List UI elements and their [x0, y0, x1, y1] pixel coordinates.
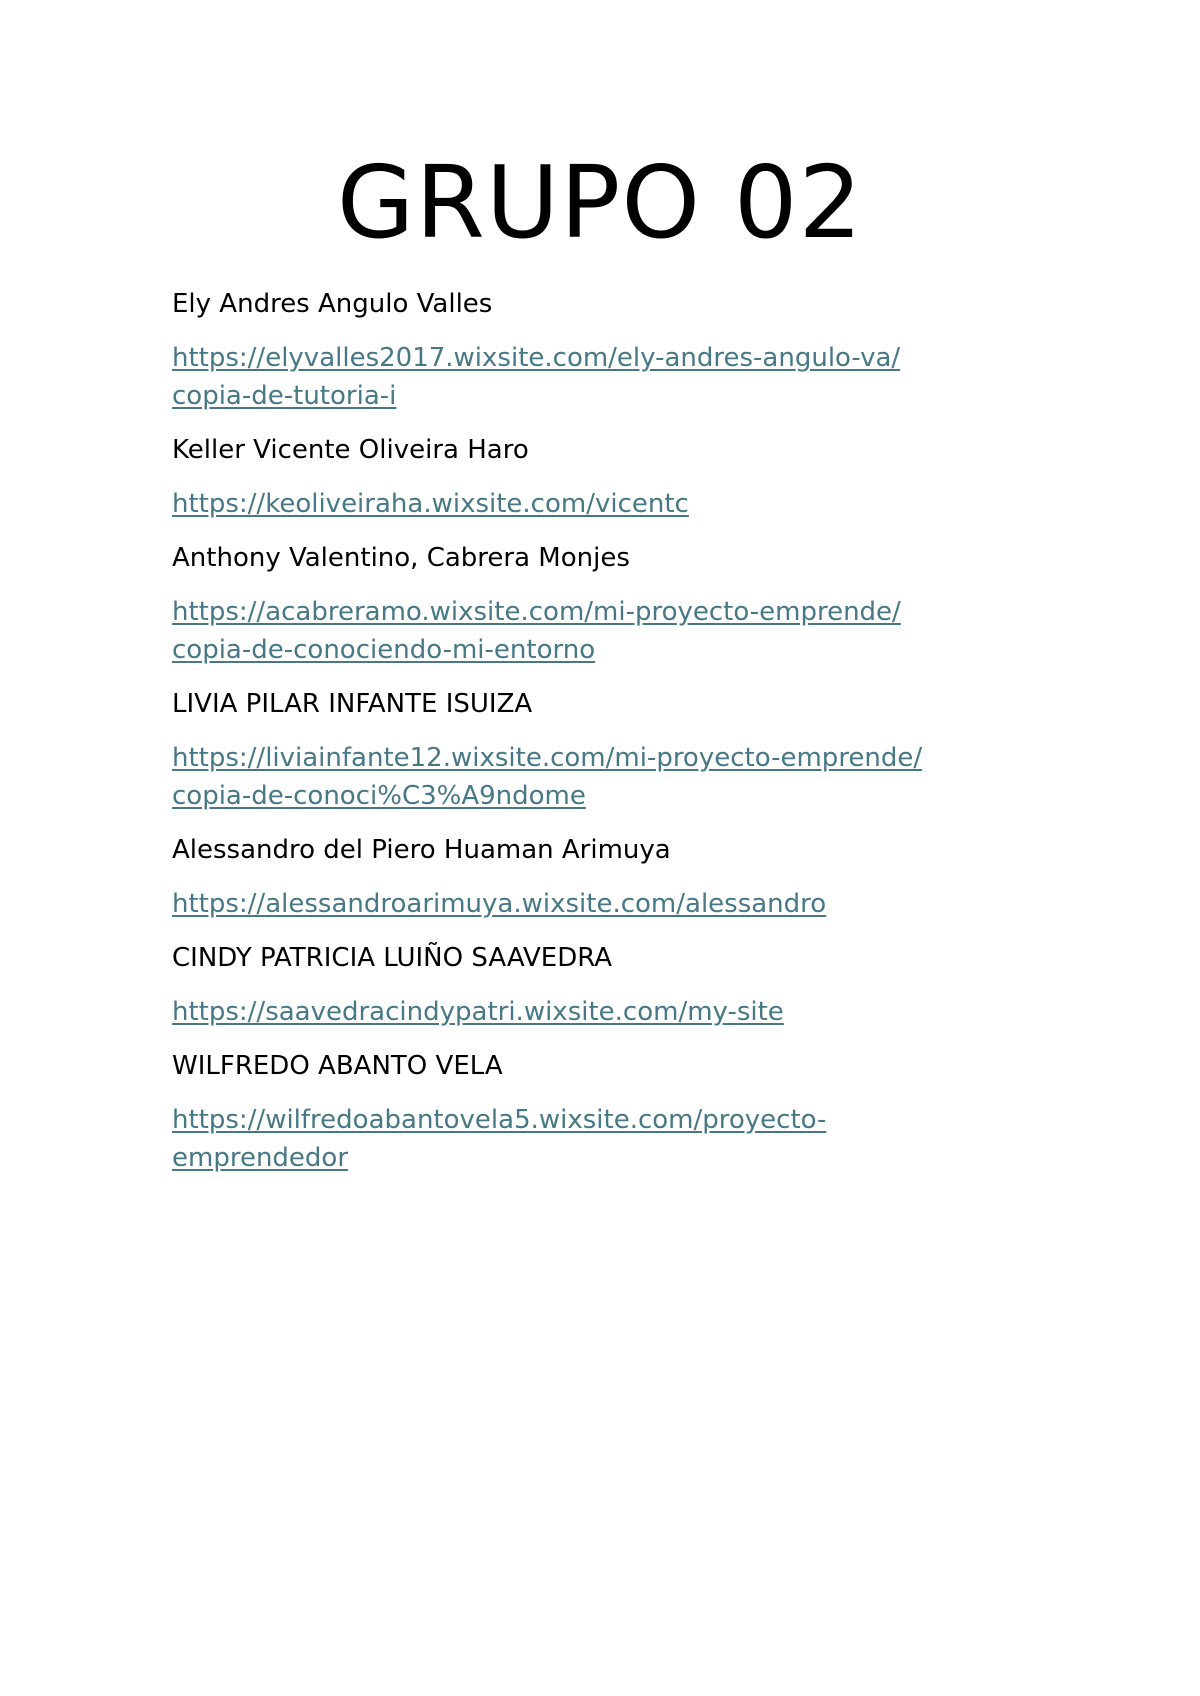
student-name: Keller Vicente Oliveira Haro — [172, 435, 529, 465]
student-name: Ely Andres Angulo Valles — [172, 289, 493, 319]
student-list — [172, 285, 1012, 1193]
student-site-link[interactable] — [172, 593, 1012, 669]
student-site-link[interactable] — [172, 1101, 1012, 1177]
student-site-link[interactable] — [172, 339, 1012, 415]
link-line: emprendedor — [172, 1143, 349, 1173]
link-line: https://alessandroarimuya.wixsite.com/alessandro — [172, 889, 827, 919]
student-site-link[interactable] — [172, 739, 1012, 815]
student-name: Anthony Valentino, Cabrera Monjes — [172, 543, 630, 573]
student-name: Alessandro del Piero Huaman Arimuya — [172, 835, 671, 865]
student-name: WILFREDO ABANTO VELA — [172, 1051, 503, 1081]
link-line: https://liviainfante12.wixsite.com/mi-proyecto-emprende/ — [172, 743, 923, 773]
student-site-link[interactable] — [172, 993, 1012, 1031]
link-line: copia-de-conociendo-mi-entorno — [172, 635, 596, 665]
link-line: copia-de-conoci%C3%A9ndome — [172, 781, 586, 811]
link-line: https://acabreramo.wixsite.com/mi-proyecto-emprende/ — [172, 597, 901, 627]
student-name: LIVIA PILAR INFANTE ISUIZA — [172, 689, 533, 719]
link-line: copia-de-tutoria-i — [172, 381, 397, 411]
student-site-link[interactable] — [172, 885, 1012, 923]
link-line: https://saavedracindypatri.wixsite.com/my-site — [172, 997, 784, 1027]
page-title: GRUPO 02 — [336, 144, 864, 261]
student-name: CINDY PATRICIA LUIÑO SAAVEDRA — [172, 943, 613, 973]
link-line: https://wilfredoabantovela5.wixsite.com/proyecto- — [172, 1105, 827, 1135]
link-line: https://elyvalles2017.wixsite.com/ely-andres-angulo-va/ — [172, 343, 901, 373]
link-line: https://keoliveiraha.wixsite.com/vicentc — [172, 489, 689, 519]
student-site-link[interactable] — [172, 485, 1012, 523]
